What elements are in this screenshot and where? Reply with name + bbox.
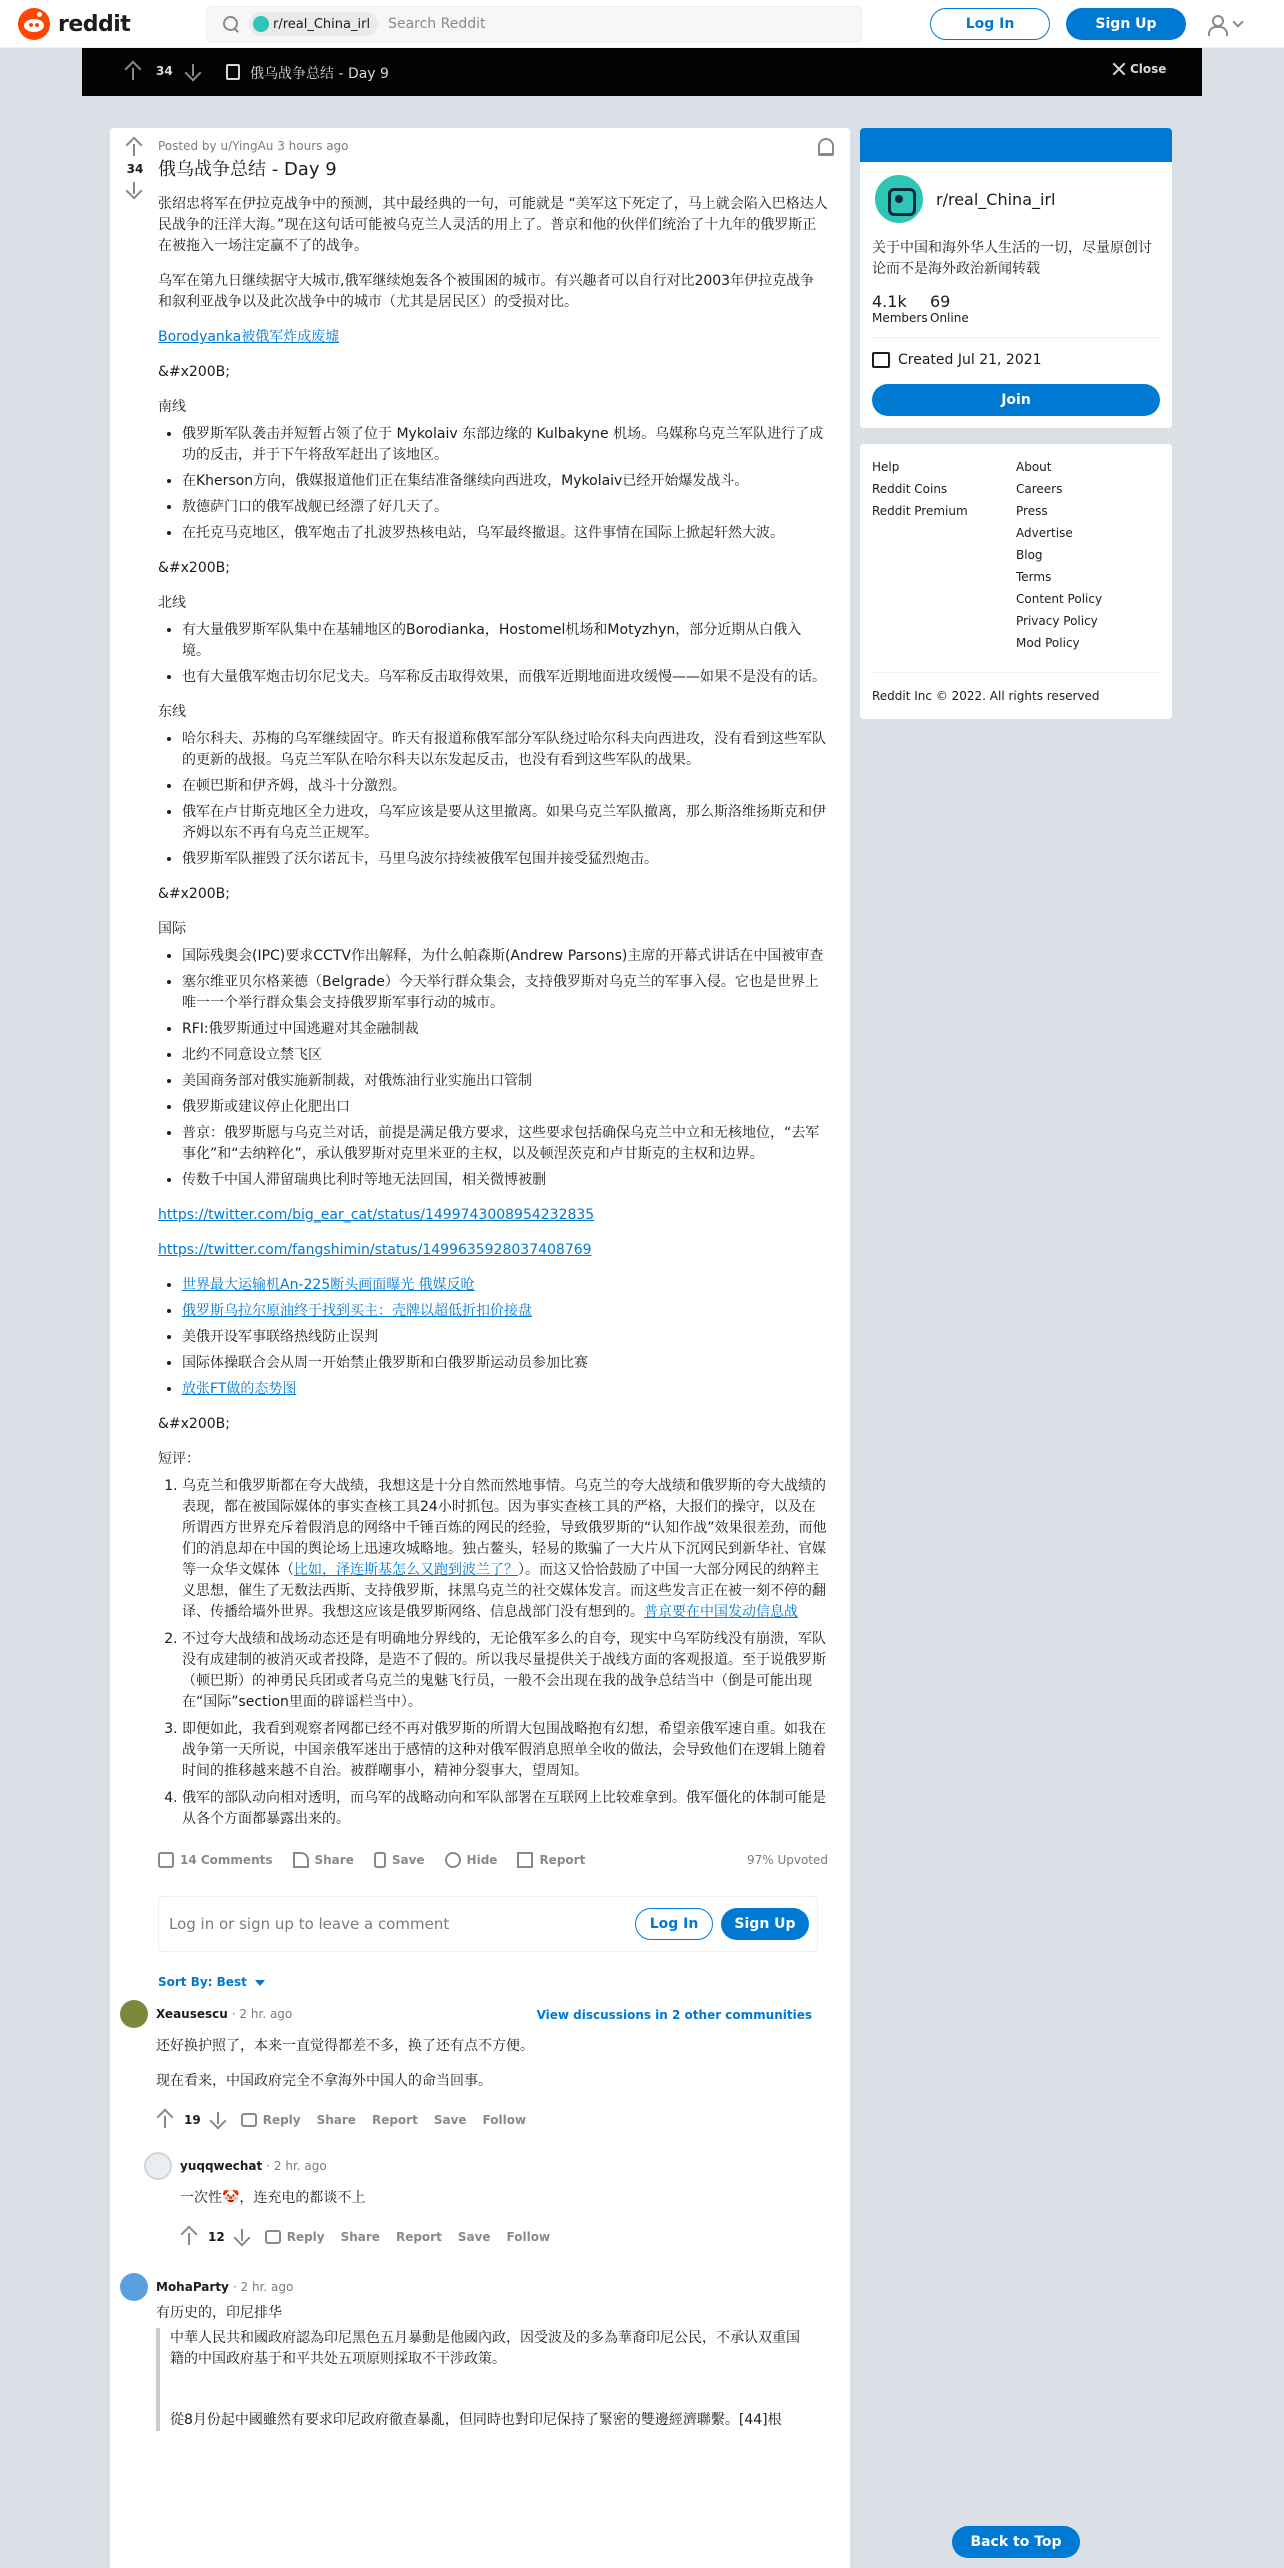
signup-button[interactable]: Sign Up [721, 1908, 809, 1940]
list-item: • 国际残奥会(IPC)要求CCTV作出解释，为什么帕森斯(Andrew Parsons)主席的开幕式讲话在中国被审查 [182, 946, 828, 967]
quote-text: 中華人民共和國政府認為印尼黑色五月暴動是他國內政，因受波及的多為華裔印尼公民，不承认双重国籍的中国政府基于和平共处五项原则採取不干涉政策。 [170, 2330, 800, 2367]
comment-votes: 12 [208, 2229, 225, 2244]
footer-links-card [860, 444, 1172, 719]
east-list [158, 729, 828, 870]
reply-button[interactable]: Reply [265, 2227, 325, 2248]
chat-icon [265, 2230, 281, 2244]
zero-width-space-text: &#x200B; [158, 560, 230, 576]
hide-button[interactable]: Hide [445, 1850, 498, 1871]
close-button[interactable] [1112, 62, 1166, 76]
list-item: • 有大量俄罗斯军队集中在基辅地区的Borodianka，Hostomel机场和Motyzhyn，部分近期从白俄入境。 [182, 620, 828, 662]
list-item: 3. 即便如此，我看到观察者网都已经不再对俄罗斯的所谓大包围战略抱有幻想，希望亲俄军速自重。如我在战争第一天所说，中国亲俄军迷出于感情的这种对俄军假消息照单全收的做法，会导致他们在逻辑上随着时间的推移越来越不自治。被群嘲事小，精神分裂事大，望周知。 [182, 1719, 828, 1782]
short-comment-list [158, 1476, 828, 1830]
zero-width-space-text: &#x200B; [158, 1416, 230, 1432]
borodyanka-link[interactable]: Borodyanka被俄军炸成废墟 [158, 329, 340, 345]
east-heading: 东线 [158, 704, 186, 720]
reddit-logo[interactable] [18, 8, 130, 40]
online-label: Online [930, 311, 969, 325]
follow-button[interactable]: Follow [482, 2112, 527, 2127]
news-link[interactable]: 俄罗斯乌拉尔原油终于找到买主：壳牌以超低折扣价接盘 [182, 1303, 532, 1319]
footer-link-careers[interactable]: Careers [1016, 482, 1063, 496]
list-item: • 北约不同意设立禁飞区 [182, 1045, 828, 1066]
close-label: Close [1130, 62, 1167, 76]
copyright: Reddit Inc © 2022. All rights reserved [872, 672, 1160, 707]
upvote-icon[interactable] [156, 2110, 176, 2130]
user-menu[interactable] [1206, 12, 1246, 36]
footer-link-coins[interactable]: Reddit Coins [872, 482, 948, 496]
news-link[interactable]: 世界最大运输机An-225断头画面曝光 俄媒反呛 [182, 1277, 475, 1293]
sidebar [860, 128, 1172, 719]
flag-icon [517, 1852, 533, 1868]
intl-list [158, 946, 828, 1191]
comments-section [120, 2000, 820, 2443]
list-item: • 普京：俄罗斯愿与乌克兰对话，前提是满足俄方要求，这些要求包括确保乌克兰中立和无核地位，“去军事化”和“去纳粹化”，承认俄罗斯对克里米亚的主权，以及顿涅茨克和卢甘斯克的主权和边界。 [182, 1123, 828, 1165]
footer-link-mod-policy[interactable]: Mod Policy [1016, 636, 1080, 650]
south-list [158, 424, 828, 544]
short-comment-heading: 短评： [158, 1451, 200, 1467]
text-post-icon [226, 64, 240, 80]
footer-link-about[interactable]: About [1016, 460, 1052, 474]
search-community-chip[interactable] [249, 12, 378, 36]
signup-button[interactable]: Sign Up [1066, 8, 1186, 40]
post-top-bar [82, 48, 1202, 96]
sort-label: Sort By: Best [158, 1975, 247, 1989]
list-item: • 美俄开设军事联络热线防止误判 [182, 1327, 828, 1348]
hide-icon [445, 1852, 461, 1868]
save-button[interactable]: Save [433, 2112, 467, 2127]
downvote-icon[interactable] [209, 2110, 229, 2130]
intl-heading: 国际 [158, 921, 186, 937]
upvote-icon[interactable] [180, 2227, 200, 2247]
reddit-logo-icon [18, 8, 50, 40]
share-icon [293, 1852, 309, 1868]
zero-width-space-text: &#x200B; [158, 364, 230, 380]
footer-link-terms[interactable]: Terms [1016, 570, 1052, 584]
comment-text: 一次性🤡，连充电的都谈不上 [180, 2190, 366, 2206]
upvote-ratio: 97% Upvoted [746, 1852, 828, 1867]
created-date: Created Jul 21, 2021 [898, 352, 1042, 368]
comment-text: 还好换护照了，本来一直觉得都差不多，换了还有点不方便。 [156, 2038, 534, 2054]
report-button[interactable]: Report [395, 2229, 442, 2244]
chevron-down-icon [1232, 16, 1243, 27]
share-button[interactable]: Share [316, 2112, 356, 2127]
members-label: Members [872, 311, 928, 325]
report-button[interactable]: Report [517, 1850, 585, 1871]
avatar[interactable] [144, 2152, 172, 2180]
comment [120, 2000, 820, 2134]
comment-login-box [158, 1896, 818, 1952]
quote-text: 從8月份起中國雖然有要求印尼政府徹查暴亂，但同時也對印尼保持了緊密的雙邊經濟聯繫。[44]根 [170, 2412, 782, 2428]
comment-author[interactable]: MohaParty [156, 2279, 229, 2294]
post-meta: Posted by u/YingAu 3 hours ago [158, 139, 349, 153]
list-item: • 也有大量俄军炮击切尔尼戈夫。乌军称反击取得效果，而俄军近期地面进攻缓慢——如果不是没有的话。 [182, 667, 828, 688]
login-prompt: Log in or sign up to leave a comment [169, 1914, 450, 1933]
user-icon [1206, 14, 1226, 34]
comment-actions [120, 2106, 820, 2134]
twitter-link[interactable]: https://twitter.com/big_ear_cat/status/1499743008954232835 [158, 1207, 595, 1223]
post-paragraph: 张绍忠将军在伊拉克战争中的预测，其中最经典的一句，可能就是 “美军这下死定了，马上就会陷入巴格达人民战争的汪洋大海。”现在这句话可能被乌克兰人灵活的用上了。普京和他的伙伴们统治了十九年的俄罗斯正在被拖入一场注定赢不了的战争。 [158, 196, 828, 254]
list-item: • 俄军在卢甘斯克地区全力进攻，乌军应该是要从这里撤离。如果乌克兰军队撤离，那么斯洛维扬斯克和伊齐姆以东不再有乌克兰正规军。 [182, 802, 828, 844]
downvote-icon[interactable] [184, 62, 204, 82]
list-item: 2. 不过夸大战绩和战场动态还是有明确地分界线的，无论俄军多么的自夸，现实中乌军防线没有崩溃，军队没有成建制的被消灭或者投降，是造不了假的。所以我尽量提供关于战线方面的客观报道。至于说俄罗斯（顿巴斯）的神勇民兵团或者乌克兰的鬼魅飞行员，一般不会出现在我的战争总结当中（倒是可能出现在“国际”section里面的辟谣栏当中）。 [182, 1629, 828, 1713]
comment-reply [120, 2152, 820, 2251]
upvote-icon[interactable] [125, 138, 145, 158]
comment-author[interactable]: Xeausescu [156, 2006, 228, 2021]
online-count: 69 [930, 292, 951, 311]
downvote-icon[interactable] [233, 2227, 253, 2247]
avatar[interactable] [120, 2000, 148, 2028]
twitter-link[interactable]: https://twitter.com/fangshimin/status/1499635928037408769 [158, 1242, 592, 1258]
other-discussions-link[interactable]: View discussions in 2 other communities [536, 2008, 812, 2022]
post-paragraph: 乌军在第九日继续据守大城市,俄军继续炮轰各个被围困的城市。有兴趣者可以自行对比2003年伊拉克战争和叙利亚战争以及此次战争中的城市（尤其是居民区）的受损对比。 [158, 273, 815, 310]
members-count: 4.1k [872, 292, 907, 311]
list-item: 1. 乌克兰和俄罗斯都在夸大战绩，我想这是十分自然而然地事情。乌克兰的夸大战绩和俄罗斯的夸大战绩的表现，都在被国际媒体的事实查核工具24小时抓包。因为事实查核工具的严格，大报们的操守，以及在所谓西方世界充斥着假消息的网络中千锤百炼的网民的经验，导致俄罗斯的“认知作战”效果很差劲，而他们的消息却在中国的舆论场上迅速攻城略地。独占鳌头，轻易的欺骗了一大片从下沉网民到新华社、官媒等一众华文媒体（比如，泽连斯基怎么又跑到波兰了？）。而这又恰恰鼓励了中国一大部分网民的纳粹主义思想，催生了无数法西斯、支持俄罗斯，抹黑乌克兰的社交媒体发言。而这些发言正在被一刻不停的翻译、传播给墙外世界。我想这应该是俄罗斯网络、信息战部门没有想到的。普京要在中国发动信息战 [182, 1476, 828, 1623]
postbar-vote-count: 34 [156, 64, 173, 78]
list-item: • 国际体操联合会从周一开始禁止俄罗斯和白俄罗斯运动员参加比赛 [182, 1353, 828, 1374]
post-actions [158, 1844, 828, 1876]
list-item: • 俄罗斯军队袭击并短暂占领了位于 Mykolaiv 东部边缘的 Kulbakyne 机场。乌媒称乌克兰军队进行了成功的反击，并于下午将敌军赶出了该地区。 [182, 424, 828, 466]
list-item: • 在Kherson方向，俄媒报道他们正在集结准备继续向西进攻，Mykolaiv已经开始爆发战斗。 [182, 471, 828, 492]
community-banner [860, 128, 1172, 162]
footer-link-blog[interactable]: Blog [1016, 548, 1043, 562]
community-icon[interactable] [872, 172, 926, 226]
blockquote [156, 2328, 820, 2431]
comment-text: 有历史的，印尼排华 [156, 2305, 282, 2321]
chat-icon [241, 2113, 257, 2127]
community-icon [253, 16, 269, 32]
search-input[interactable] [388, 16, 788, 32]
save-button[interactable]: Save [374, 1850, 425, 1871]
community-name[interactable]: r/real_China_irl [936, 189, 1056, 209]
login-button[interactable]: Log In [930, 8, 1050, 40]
list-item: • 俄罗斯或建议停止化肥出口 [182, 1097, 828, 1118]
top-header [0, 0, 1284, 48]
postbar-title: 俄乌战争总结 - Day 9 [250, 66, 389, 82]
reply-button[interactable]: Reply [241, 2110, 301, 2131]
close-icon [1112, 62, 1126, 76]
community-card [860, 128, 1172, 428]
list-item: • 在顿巴斯和伊齐姆，战斗十分激烈。 [182, 776, 828, 797]
upvote-icon[interactable] [124, 62, 144, 82]
community-description: 关于中国和海外华人生活的一切，尽量原创讨论而不是海外政治新闻转载 [872, 240, 1152, 277]
vote-column [122, 138, 148, 200]
search-bar[interactable] [206, 6, 862, 42]
logo-text: reddit [58, 11, 131, 37]
comment-time: · 2 hr. ago [232, 2279, 294, 2294]
post-title: 俄乌战争总结 - Day 9 [158, 159, 337, 180]
community-stats [860, 280, 1172, 337]
inline-link[interactable]: 普京要在中国发动信息战 [644, 1604, 798, 1620]
footer-link-help[interactable]: Help [872, 460, 900, 474]
downvote-icon[interactable] [125, 180, 145, 200]
north-heading: 北线 [158, 595, 186, 611]
save-button[interactable]: Save [457, 2229, 491, 2244]
footer-link-premium[interactable]: Reddit Premium [872, 504, 968, 518]
list-item: 4. 俄军的部队动向相对透明，而乌军的战略动向和军队部署在互联网上比较难拿到。俄军僵化的体制可能是从各个方面都暴露出来的。 [182, 1788, 828, 1830]
misc-list [158, 1275, 828, 1400]
comment-icon [158, 1852, 174, 1868]
comment [120, 2273, 820, 2431]
footer-link-content-policy[interactable]: Content Policy [1016, 592, 1103, 606]
vote-count: 34 [126, 162, 144, 176]
list-item: • 哈尔科夫、苏梅的乌军继续固守。昨天有报道称俄军部分军队绕过哈尔科夫向西进攻，没有看到这些军队的更新的战报。乌克兰军队在哈尔科夫以东发起反击，也没有看到这些军队的战果。 [182, 729, 828, 771]
post-body [158, 136, 828, 2026]
list-item: • 敖德萨门口的俄军战舰已经漂了好几天了。 [182, 497, 828, 518]
zero-width-space-text: &#x200B; [158, 886, 230, 902]
list-item: • RFI:俄罗斯通过中国逃避对其金融制裁 [182, 1019, 828, 1040]
follow-button[interactable]: Follow [506, 2229, 551, 2244]
search-chip-label: r/real_China_irl [273, 16, 371, 32]
comment-time: · 2 hr. ago [266, 2158, 327, 2173]
list-item: • 在托克马克地区，俄军炮击了扎波罗热核电站，乌军最终撤退。这件事情在国际上掀起轩然大波。 [182, 523, 828, 544]
avatar[interactable] [120, 2273, 148, 2301]
news-link[interactable]: 放张FT做的态势图 [182, 1381, 297, 1397]
footer-link-press[interactable]: Press [1016, 504, 1048, 518]
comment-time: · 2 hr. ago [231, 2006, 293, 2021]
sort-dropdown[interactable] [158, 1972, 828, 1993]
footer-link-privacy-policy[interactable]: Privacy Policy [1016, 614, 1098, 628]
cake-icon [872, 352, 890, 368]
share-button[interactable]: Share [293, 1850, 354, 1871]
comment-author[interactable]: yuqqwechat [180, 2158, 263, 2173]
comment-votes: 19 [184, 2112, 201, 2127]
caret-down-icon [255, 1980, 265, 1986]
south-heading: 南线 [158, 399, 186, 415]
comments-button[interactable]: 14 Comments [158, 1850, 273, 1871]
list-item: • 传数千中国人滞留瑞典比利时等地无法回国，相关微博被删 [182, 1170, 828, 1191]
search-icon [223, 16, 239, 32]
comment-text: 现在看来，中国政府完全不拿海外中国人的命当回事。 [156, 2073, 492, 2089]
share-button[interactable]: Share [340, 2229, 380, 2244]
bookmark-icon [374, 1852, 386, 1868]
comment-actions [144, 2223, 820, 2251]
login-button[interactable]: Log In [635, 1908, 713, 1940]
list-item: • 塞尔维亚贝尔格莱德（Belgrade）今天举行群众集会，支持俄罗斯对乌克兰的军事入侵。它也是世界上唯一一个举行群众集会支持俄罗斯军事行动的城市。 [182, 972, 828, 1014]
north-list [158, 620, 828, 688]
list-item: • 俄罗斯军队摧毁了沃尔诺瓦卡，马里乌波尔持续被俄军包围并接受猛烈炮击。 [182, 849, 828, 870]
back-to-top-button[interactable]: Back to Top [952, 2526, 1080, 2558]
inline-link[interactable]: 比如，泽连斯基怎么又跑到波兰了？ [294, 1562, 518, 1578]
footer-link-advertise[interactable]: Advertise [1016, 526, 1073, 540]
list-item: • 美国商务部对俄实施新制裁，对俄炼油行业实施出口管制 [182, 1071, 828, 1092]
join-button[interactable]: Join [872, 384, 1160, 416]
report-button[interactable]: Report [371, 2112, 418, 2127]
